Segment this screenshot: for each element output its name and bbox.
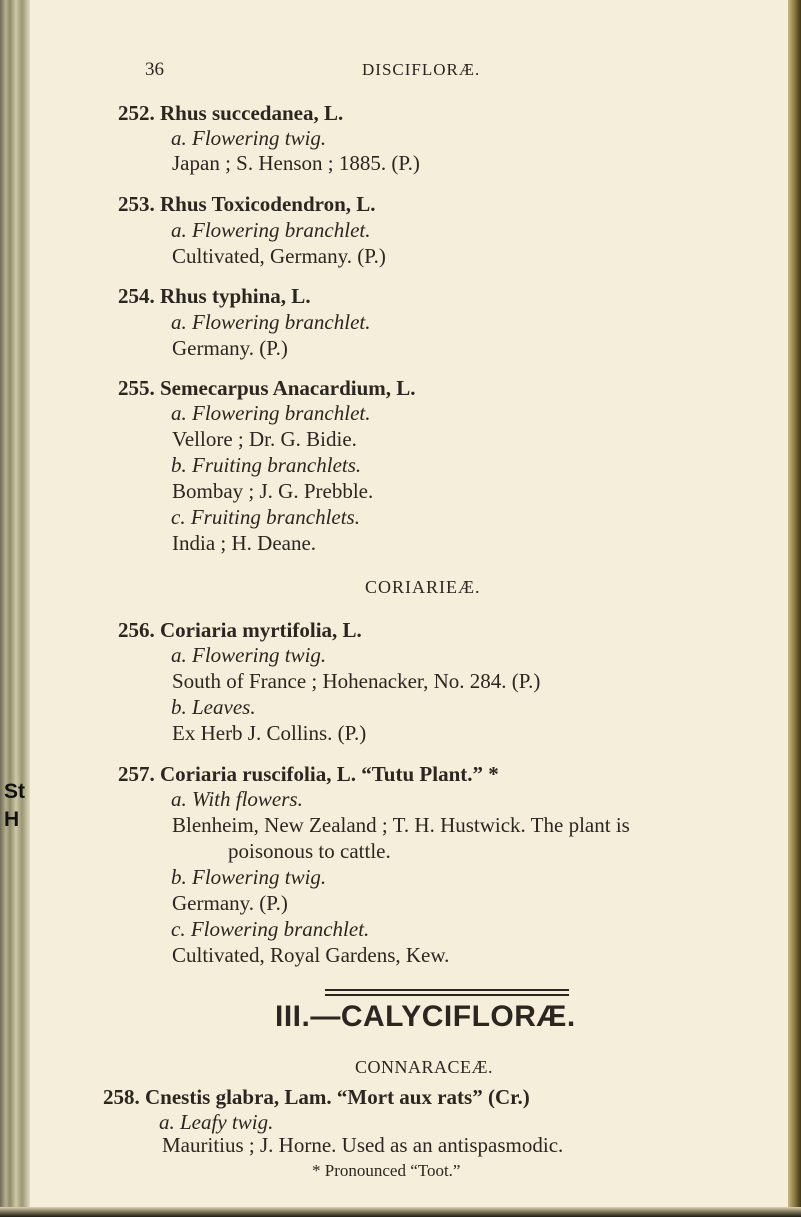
page-bottom-edge bbox=[0, 1207, 801, 1217]
entry-line: a. Flowering twig. bbox=[171, 126, 327, 150]
entry-line: Blenheim, New Zealand ; T. H. Hustwick. The plant is bbox=[172, 813, 630, 837]
entry-line: Japan ; S. Henson ; 1885. (P.) bbox=[172, 151, 420, 175]
entry-line: a. Flowering branchlet. bbox=[171, 401, 371, 425]
entry-heading: 252. Rhus succedanea, L. bbox=[118, 101, 344, 125]
entry-heading: 258. Cnestis glabra, Lam. “Mort aux rats” (Cr.) bbox=[103, 1085, 530, 1109]
divider-rule bbox=[325, 989, 569, 991]
entry-line: Germany. (P.) bbox=[172, 891, 288, 915]
entry-line: c. Fruiting branchlets. bbox=[171, 505, 360, 529]
running-title: DISCIFLORÆ. bbox=[362, 60, 481, 79]
entry-line: c. Flowering branchlet. bbox=[171, 917, 370, 941]
entry-line: Cultivated, Royal Gardens, Kew. bbox=[172, 943, 450, 967]
book-page bbox=[30, 0, 788, 1217]
page-edge bbox=[788, 0, 801, 1217]
entry-line: Mauritius ; J. Horne. Used as an antispasmodic. bbox=[162, 1133, 564, 1157]
entry-heading: 257. Coriaria ruscifolia, L. “Tutu Plant.” * bbox=[118, 762, 499, 786]
entry-line: Bombay ; J. G. Prebble. bbox=[172, 479, 374, 503]
entry-line: Ex Herb J. Collins. (P.) bbox=[172, 721, 367, 745]
entry-line: Germany. (P.) bbox=[172, 336, 288, 360]
book-binding-edge bbox=[0, 0, 30, 1217]
entry-line: a. With flowers. bbox=[171, 787, 303, 811]
entry-line: b. Fruiting branchlets. bbox=[171, 453, 362, 477]
entry-line: b. Flowering twig. bbox=[171, 865, 327, 889]
family-heading: CORIARIEÆ. bbox=[365, 577, 481, 597]
section-title: III.—CALYCIFLORÆ. bbox=[275, 1000, 576, 1033]
margin-tab-2: H bbox=[4, 808, 20, 831]
entry-line: India ; H. Deane. bbox=[172, 531, 317, 555]
entry-line: a. Leafy twig. bbox=[159, 1110, 274, 1134]
entry-heading: 253. Rhus Toxicodendron, L. bbox=[118, 192, 376, 216]
divider-rule bbox=[325, 994, 569, 996]
entry-line: a. Flowering branchlet. bbox=[171, 310, 371, 334]
page-number: 36 bbox=[145, 59, 164, 80]
entry-line: Vellore ; Dr. G. Bidie. bbox=[172, 427, 357, 451]
footnote: * Pronounced “Toot.” bbox=[312, 1161, 461, 1180]
entry-heading: 255. Semecarpus Anacardium, L. bbox=[118, 376, 416, 400]
entry-line: Cultivated, Germany. (P.) bbox=[172, 244, 386, 268]
entry-line: South of France ; Hohenacker, No. 284. (P.) bbox=[172, 669, 541, 693]
margin-tab-1: St bbox=[4, 780, 25, 803]
family-heading: CONNARACEÆ. bbox=[355, 1057, 494, 1077]
entry-line: a. Flowering twig. bbox=[171, 643, 327, 667]
entry-heading: 256. Coriaria myrtifolia, L. bbox=[118, 618, 362, 642]
entry-line: poisonous to cattle. bbox=[228, 839, 391, 863]
entry-heading: 254. Rhus typhina, L. bbox=[118, 284, 311, 308]
entry-line: a. Flowering branchlet. bbox=[171, 218, 371, 242]
entry-line: b. Leaves. bbox=[171, 695, 256, 719]
